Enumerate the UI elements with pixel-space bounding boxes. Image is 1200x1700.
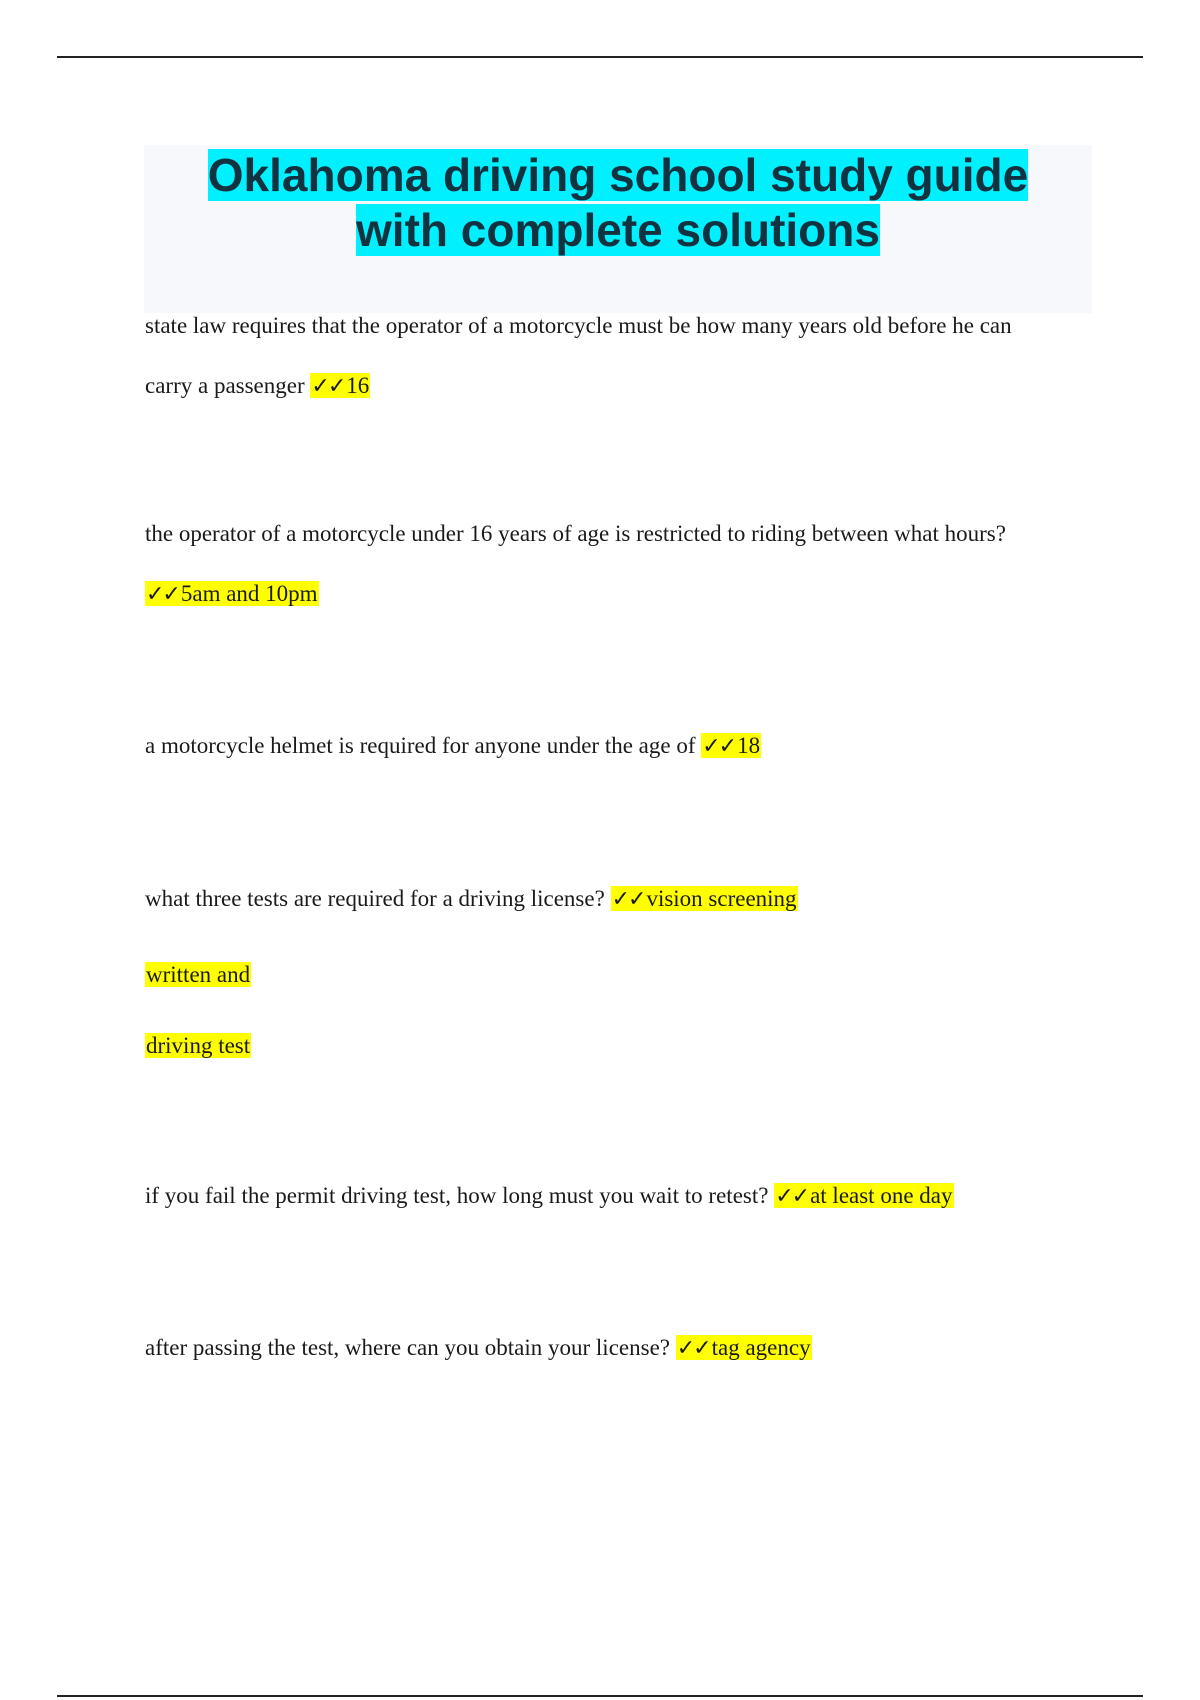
- answer-2-line: [145, 579, 319, 610]
- answer-4-text-2: written and: [146, 962, 251, 987]
- check-icon: ✓✓: [676, 1336, 710, 1361]
- answer-2: [145, 581, 319, 606]
- top-rule: [57, 56, 1143, 58]
- answer-3-text: 18: [737, 733, 761, 758]
- answer-4-text: vision screening: [646, 886, 797, 911]
- question-1-text-cont: carry a passenger: [145, 373, 311, 398]
- question-3-line: [145, 731, 761, 762]
- answer-6: [676, 1335, 812, 1360]
- bottom-rule: [57, 1695, 1143, 1697]
- answer-4-line-2: [145, 960, 251, 990]
- check-icon: ✓✓: [311, 374, 345, 399]
- answer-1: [310, 373, 370, 398]
- answer-4-text-3: driving test: [146, 1033, 251, 1058]
- title-line-2: with complete solutions: [356, 204, 880, 256]
- answer-3: [701, 733, 761, 758]
- question-3-text: a motorcycle helmet is required for anyone under the age of: [145, 733, 702, 758]
- document-title: [144, 145, 1092, 258]
- answer-4-line-3: [145, 1031, 251, 1061]
- check-icon: ✓✓: [775, 1184, 809, 1209]
- answer-4: [611, 886, 798, 911]
- check-icon: ✓✓: [702, 734, 736, 759]
- question-4-text: what three tests are required for a driving license?: [145, 886, 611, 911]
- question-6-text: after passing the test, where can you obtain your license?: [145, 1335, 676, 1360]
- question-2-text: the operator of a motorcycle under 16 years of age is restricted to riding between what hours?: [145, 521, 1006, 546]
- title-block: [144, 145, 1092, 313]
- title-line-1: Oklahoma driving school study guide: [207, 149, 1029, 201]
- answer-1-text: 16: [346, 373, 370, 398]
- question-1-line-2: [145, 371, 370, 402]
- question-6-line: [145, 1333, 812, 1364]
- answer-2-text: 5am and 10pm: [180, 581, 318, 606]
- question-5-line: [145, 1181, 954, 1212]
- check-icon: ✓✓: [611, 887, 645, 912]
- question-5-text: if you fail the permit driving test, how long must you wait to retest?: [145, 1183, 775, 1208]
- check-icon: ✓✓: [146, 582, 179, 607]
- question-1-text: state law requires that the operator of a motorcycle must be how many years old before he can: [145, 313, 1012, 338]
- question-1-line-1: [145, 311, 1012, 341]
- answer-5: [774, 1183, 953, 1208]
- answer-5-text: at least one day: [810, 1183, 953, 1208]
- question-4-line: [145, 884, 798, 915]
- answer-6-text: tag agency: [711, 1335, 811, 1360]
- question-2-line: [145, 519, 1006, 549]
